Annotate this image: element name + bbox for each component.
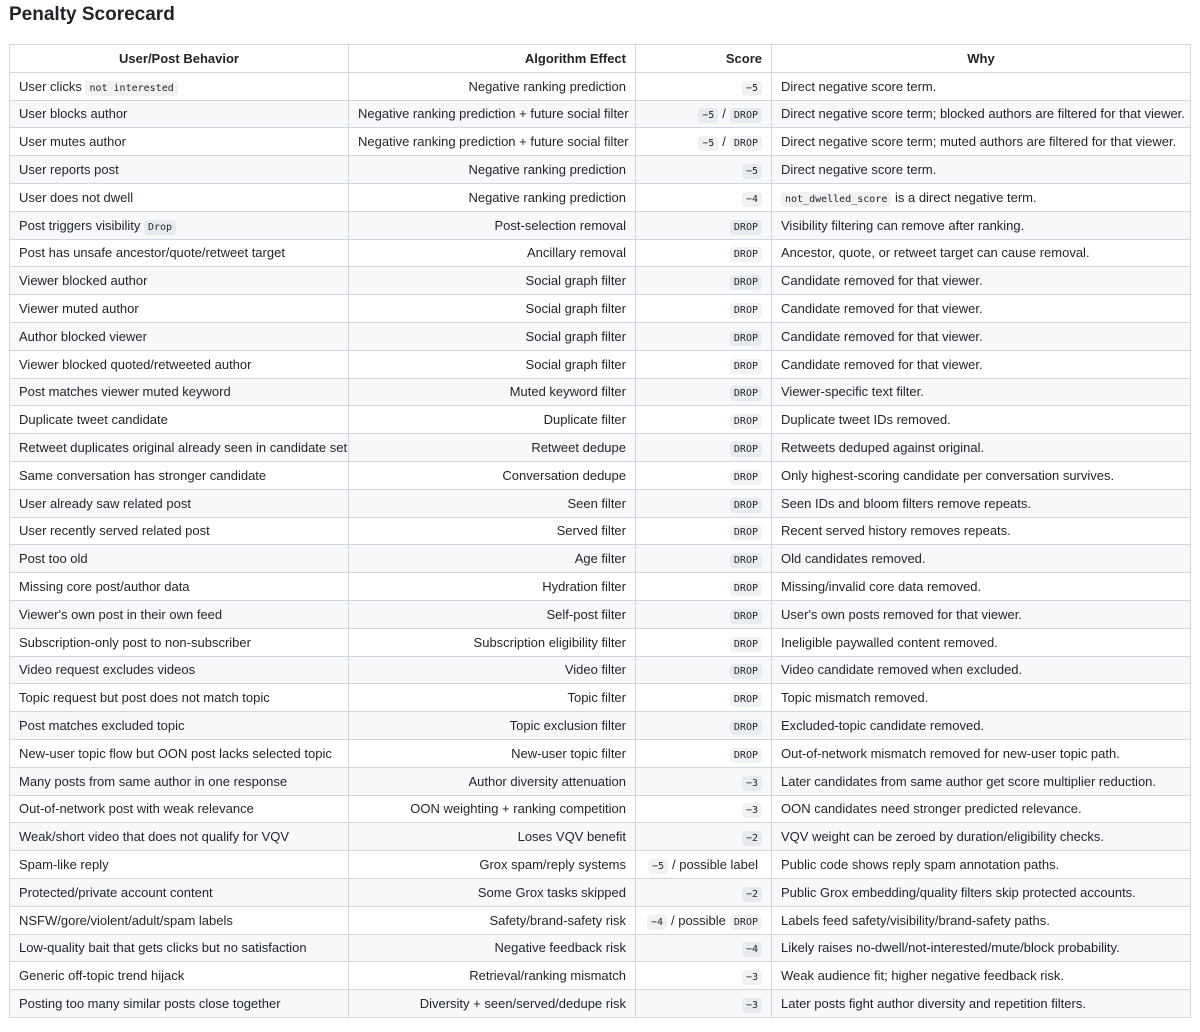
inline-code: DROP bbox=[730, 220, 762, 235]
effect-cell: Diversity + seen/served/dedupe risk bbox=[349, 990, 636, 1018]
cell-text: User's own posts removed for that viewer. bbox=[781, 606, 1022, 622]
behavior-cell bbox=[10, 434, 349, 462]
cell-text: Viewer-specific text filter. bbox=[781, 384, 924, 400]
cell-text: Public code shows reply spam annotation paths. bbox=[781, 857, 1060, 872]
cell-text: VQV weight can be zeroed by duration/eligibility checks. bbox=[781, 829, 1105, 845]
score-cell bbox=[636, 934, 772, 962]
table-row bbox=[10, 795, 1191, 823]
cell-text: Post matches viewer muted keyword bbox=[19, 384, 231, 400]
behavior-cell bbox=[10, 906, 349, 934]
score-cell bbox=[636, 878, 772, 906]
score-cell bbox=[636, 461, 772, 489]
effect-cell: Video filter bbox=[349, 656, 636, 684]
why-cell bbox=[772, 795, 1191, 823]
behavior-cell bbox=[10, 100, 349, 128]
effect-cell: Negative ranking prediction bbox=[349, 72, 636, 100]
score-cell bbox=[636, 350, 772, 378]
inline-code: DROP bbox=[730, 553, 762, 568]
cell-text: Public Grox embedding/quality filters skip protected accounts. bbox=[781, 884, 1136, 900]
score-cell bbox=[636, 962, 772, 990]
why-cell bbox=[772, 406, 1191, 434]
inline-code: DROP bbox=[730, 915, 762, 930]
effect-cell: Negative ranking prediction + future social filter bbox=[349, 100, 636, 128]
effect-cell: Duplicate filter bbox=[349, 406, 636, 434]
behavior-cell bbox=[10, 239, 349, 267]
table-row bbox=[10, 656, 1191, 684]
score-cell bbox=[636, 100, 772, 128]
score-cell bbox=[636, 906, 772, 934]
effect-cell: Age filter bbox=[349, 545, 636, 573]
table-row bbox=[10, 322, 1191, 350]
behavior-cell bbox=[10, 767, 349, 795]
table-row bbox=[10, 573, 1191, 601]
behavior-cell bbox=[10, 684, 349, 712]
why-cell bbox=[772, 823, 1191, 851]
cell-text: Later posts fight author diversity and repetition filters. bbox=[781, 995, 1086, 1011]
behavior-cell bbox=[10, 350, 349, 378]
score-cell bbox=[636, 517, 772, 545]
cell-text: Out-of-network post with weak relevance bbox=[19, 801, 254, 817]
behavior-cell bbox=[10, 156, 349, 184]
inline-code: DROP bbox=[730, 414, 762, 429]
why-cell bbox=[772, 295, 1191, 323]
why-cell bbox=[772, 461, 1191, 489]
score-separator: / possible label bbox=[672, 857, 758, 872]
why-cell bbox=[772, 72, 1191, 100]
effect-cell: Topic filter bbox=[349, 684, 636, 712]
cell-text: Duplicate tweet IDs removed. bbox=[781, 412, 951, 428]
cell-text: Direct negative score term. bbox=[781, 162, 937, 178]
cell-text: Generic off-topic trend hijack bbox=[19, 968, 185, 984]
effect-cell: OON weighting + ranking competition bbox=[349, 795, 636, 823]
cell-text: is a direct negative term. bbox=[891, 189, 1037, 205]
why-cell bbox=[772, 628, 1191, 656]
behavior-cell bbox=[10, 823, 349, 851]
behavior-cell bbox=[10, 573, 349, 601]
cell-text: User already saw related post bbox=[19, 495, 191, 511]
cell-text: Direct negative score term; blocked authors are filtered for that viewer. bbox=[781, 106, 1185, 122]
why-cell bbox=[772, 684, 1191, 712]
behavior-cell bbox=[10, 628, 349, 656]
score-cell bbox=[636, 267, 772, 295]
cell-text: Missing/invalid core data removed. bbox=[781, 579, 982, 595]
score-cell bbox=[636, 600, 772, 628]
inline-code: −5 bbox=[698, 108, 718, 123]
effect-cell: Negative feedback risk bbox=[349, 934, 636, 962]
why-cell bbox=[772, 239, 1191, 267]
table-row bbox=[10, 378, 1191, 406]
behavior-cell bbox=[10, 461, 349, 489]
inline-code: −5 bbox=[648, 859, 668, 874]
why-cell bbox=[772, 517, 1191, 545]
behavior-cell bbox=[10, 267, 349, 295]
effect-cell: Seen filter bbox=[349, 489, 636, 517]
behavior-cell bbox=[10, 739, 349, 767]
inline-code: −4 bbox=[742, 192, 762, 207]
behavior-cell bbox=[10, 489, 349, 517]
column-header-effect: Algorithm Effect bbox=[349, 45, 636, 73]
score-cell bbox=[636, 823, 772, 851]
effect-cell: Hydration filter bbox=[349, 573, 636, 601]
cell-text: Subscription-only post to non-subscriber bbox=[19, 634, 251, 650]
table-row bbox=[10, 684, 1191, 712]
score-cell bbox=[636, 128, 772, 156]
table-row bbox=[10, 267, 1191, 295]
effect-cell: Retrieval/ranking mismatch bbox=[349, 962, 636, 990]
cell-text: Recent served history removes repeats. bbox=[781, 523, 1011, 539]
inline-code: DROP bbox=[730, 108, 762, 123]
column-header-why: Why bbox=[772, 45, 1191, 73]
table-row bbox=[10, 295, 1191, 323]
cell-text: Excluded-topic candidate removed. bbox=[781, 718, 985, 734]
cell-text: Low-quality bait that gets clicks but no satisfaction bbox=[19, 940, 307, 956]
cell-text: Retweets deduped against original. bbox=[781, 440, 985, 456]
why-cell bbox=[772, 183, 1191, 211]
inline-code: DROP bbox=[730, 275, 762, 290]
cell-text: Seen IDs and bloom filters remove repeats. bbox=[781, 495, 1032, 511]
effect-cell: Subscription eligibility filter bbox=[349, 628, 636, 656]
cell-text: Old candidates removed. bbox=[781, 551, 926, 567]
effect-cell: Loses VQV benefit bbox=[349, 823, 636, 851]
inline-code: not interested bbox=[85, 81, 177, 96]
cell-text: Posting too many similar posts close together bbox=[19, 995, 281, 1011]
effect-cell: Retweet dedupe bbox=[349, 434, 636, 462]
effect-cell: Social graph filter bbox=[349, 267, 636, 295]
table-row bbox=[10, 712, 1191, 740]
inline-code: −2 bbox=[742, 887, 762, 902]
why-cell bbox=[772, 267, 1191, 295]
effect-cell: New-user topic filter bbox=[349, 739, 636, 767]
cell-text: Post matches excluded topic bbox=[19, 718, 185, 734]
score-cell bbox=[636, 434, 772, 462]
inline-code: −4 bbox=[742, 942, 762, 957]
score-separator: / bbox=[722, 134, 726, 150]
why-cell bbox=[772, 990, 1191, 1018]
behavior-cell bbox=[10, 934, 349, 962]
score-cell bbox=[636, 767, 772, 795]
table-row bbox=[10, 72, 1191, 100]
behavior-cell bbox=[10, 851, 349, 879]
inline-code: −5 bbox=[742, 81, 762, 96]
table-body bbox=[10, 72, 1191, 1017]
table-row bbox=[10, 128, 1191, 156]
inline-code: DROP bbox=[730, 692, 762, 707]
cell-text: User mutes author bbox=[19, 134, 126, 150]
why-cell bbox=[772, 878, 1191, 906]
score-cell bbox=[636, 295, 772, 323]
inline-code: DROP bbox=[730, 136, 762, 151]
cell-text: Direct negative score term. bbox=[781, 78, 937, 94]
behavior-cell bbox=[10, 878, 349, 906]
inline-code: −5 bbox=[698, 136, 718, 151]
cell-text: Retweet duplicates original already seen in candidate set bbox=[19, 440, 348, 456]
cell-text: Labels feed safety/visibility/brand-safety paths. bbox=[781, 912, 1050, 928]
why-cell bbox=[772, 656, 1191, 684]
table-row bbox=[10, 434, 1191, 462]
cell-text: Duplicate tweet candidate bbox=[19, 412, 168, 428]
cell-text: Spam-like reply bbox=[19, 857, 109, 872]
effect-cell: Author diversity attenuation bbox=[349, 767, 636, 795]
score-cell bbox=[636, 378, 772, 406]
score-cell bbox=[636, 406, 772, 434]
behavior-cell bbox=[10, 72, 349, 100]
effect-cell: Ancillary removal bbox=[349, 239, 636, 267]
why-cell bbox=[772, 211, 1191, 239]
why-cell bbox=[772, 434, 1191, 462]
inline-code: DROP bbox=[730, 720, 762, 735]
cell-text: Many posts from same author in one response bbox=[19, 773, 288, 789]
table-header-row bbox=[10, 45, 1191, 73]
table-row bbox=[10, 823, 1191, 851]
why-cell bbox=[772, 573, 1191, 601]
cell-text: Video request excludes videos bbox=[19, 662, 196, 678]
effect-cell: Social graph filter bbox=[349, 295, 636, 323]
behavior-cell bbox=[10, 128, 349, 156]
score-cell bbox=[636, 156, 772, 184]
inline-code: −4 bbox=[647, 915, 667, 930]
inline-code: DROP bbox=[730, 664, 762, 679]
inline-code: DROP bbox=[730, 498, 762, 513]
score-cell bbox=[636, 712, 772, 740]
cell-text: User reports post bbox=[19, 162, 119, 178]
table-row bbox=[10, 100, 1191, 128]
cell-text: User clicks bbox=[19, 78, 86, 94]
why-cell bbox=[772, 100, 1191, 128]
why-cell bbox=[772, 712, 1191, 740]
inline-code: −3 bbox=[742, 776, 762, 791]
score-separator: / possible bbox=[670, 912, 726, 928]
effect-cell: Self-post filter bbox=[349, 600, 636, 628]
why-cell bbox=[772, 767, 1191, 795]
cell-text: User does not dwell bbox=[19, 189, 134, 205]
why-cell bbox=[772, 489, 1191, 517]
cell-text: Viewer blocked quoted/retweeted author bbox=[19, 356, 252, 372]
inline-code: −2 bbox=[742, 831, 762, 846]
effect-cell: Social graph filter bbox=[349, 322, 636, 350]
cell-text: Viewer muted author bbox=[19, 301, 139, 317]
score-separator: / bbox=[722, 106, 726, 122]
table-row bbox=[10, 851, 1191, 879]
score-cell bbox=[636, 489, 772, 517]
behavior-cell bbox=[10, 322, 349, 350]
cell-text: NSFW/gore/violent/adult/spam labels bbox=[19, 912, 233, 928]
cell-text: Post has unsafe ancestor/quote/retweet target bbox=[19, 245, 285, 261]
why-cell bbox=[772, 350, 1191, 378]
effect-cell: Social graph filter bbox=[349, 350, 636, 378]
cell-text: Later candidates from same author get score multiplier reduction. bbox=[781, 773, 1157, 789]
effect-cell: Muted keyword filter bbox=[349, 378, 636, 406]
penalty-scorecard-table bbox=[9, 44, 1191, 1018]
cell-text: Weak/short video that does not qualify for VQV bbox=[19, 829, 290, 845]
inline-code: −5 bbox=[742, 164, 762, 179]
table-row bbox=[10, 489, 1191, 517]
behavior-cell bbox=[10, 378, 349, 406]
cell-text: Video candidate removed when excluded. bbox=[781, 662, 1023, 678]
behavior-cell bbox=[10, 517, 349, 545]
score-cell bbox=[636, 322, 772, 350]
cell-text: New-user topic flow but OON post lacks selected topic bbox=[19, 745, 332, 761]
cell-text: Weak audience fit; higher negative feedback risk. bbox=[781, 968, 1065, 984]
inline-code: DROP bbox=[730, 359, 762, 374]
score-cell bbox=[636, 211, 772, 239]
cell-text: Visibility filtering can remove after ranking. bbox=[781, 217, 1025, 233]
cell-text: Post triggers visibility bbox=[19, 217, 144, 233]
table-row bbox=[10, 211, 1191, 239]
table-row bbox=[10, 906, 1191, 934]
inline-code: DROP bbox=[730, 386, 762, 401]
why-cell bbox=[772, 128, 1191, 156]
why-cell bbox=[772, 378, 1191, 406]
inline-code: DROP bbox=[730, 303, 762, 318]
cell-text: Likely raises no-dwell/not-interested/mute/block probability. bbox=[781, 940, 1120, 956]
behavior-cell bbox=[10, 990, 349, 1018]
behavior-cell bbox=[10, 600, 349, 628]
effect-cell: Grox spam/reply systems bbox=[349, 851, 636, 879]
cell-text: Viewer blocked author bbox=[19, 273, 148, 289]
table-row bbox=[10, 962, 1191, 990]
score-cell bbox=[636, 573, 772, 601]
cell-text: Only highest-scoring candidate per conversation survives. bbox=[781, 467, 1115, 483]
behavior-cell bbox=[10, 962, 349, 990]
score-cell bbox=[636, 656, 772, 684]
table-row bbox=[10, 767, 1191, 795]
table-row bbox=[10, 628, 1191, 656]
cell-text: Ineligible paywalled content removed. bbox=[781, 634, 998, 650]
score-cell bbox=[636, 72, 772, 100]
inline-code: DROP bbox=[730, 247, 762, 262]
effect-cell: Served filter bbox=[349, 517, 636, 545]
inline-code: DROP bbox=[730, 525, 762, 540]
cell-text: Protected/private account content bbox=[19, 884, 213, 900]
table-row bbox=[10, 600, 1191, 628]
effect-cell: Topic exclusion filter bbox=[349, 712, 636, 740]
behavior-cell bbox=[10, 295, 349, 323]
table-row bbox=[10, 156, 1191, 184]
effect-cell: Negative ranking prediction bbox=[349, 156, 636, 184]
behavior-cell bbox=[10, 545, 349, 573]
why-cell bbox=[772, 545, 1191, 573]
cell-text: Author blocked viewer bbox=[19, 328, 147, 344]
inline-code: not_dwelled_score bbox=[781, 192, 891, 207]
table-row bbox=[10, 350, 1191, 378]
table-row bbox=[10, 878, 1191, 906]
effect-cell: Conversation dedupe bbox=[349, 461, 636, 489]
cell-text: Topic mismatch removed. bbox=[781, 690, 929, 706]
inline-code: Drop bbox=[144, 220, 176, 235]
column-header-behavior: User/Post Behavior bbox=[10, 45, 349, 73]
table-row bbox=[10, 739, 1191, 767]
cell-text: Out-of-network mismatch removed for new-user topic path. bbox=[781, 745, 1120, 761]
inline-code: DROP bbox=[730, 581, 762, 596]
behavior-cell bbox=[10, 406, 349, 434]
why-cell bbox=[772, 600, 1191, 628]
table-row bbox=[10, 934, 1191, 962]
score-cell bbox=[636, 239, 772, 267]
cell-text: Candidate removed for that viewer. bbox=[781, 356, 983, 372]
cell-text: Topic request but post does not match topic bbox=[19, 690, 270, 706]
score-cell bbox=[636, 545, 772, 573]
inline-code: −3 bbox=[742, 998, 762, 1013]
inline-code: DROP bbox=[730, 609, 762, 624]
effect-cell: Post-selection removal bbox=[349, 211, 636, 239]
cell-text: User blocks author bbox=[19, 106, 128, 122]
score-cell bbox=[636, 795, 772, 823]
behavior-cell bbox=[10, 795, 349, 823]
cell-text: Candidate removed for that viewer. bbox=[781, 301, 983, 317]
table-row bbox=[10, 545, 1191, 573]
inline-code: DROP bbox=[730, 637, 762, 652]
table-row bbox=[10, 239, 1191, 267]
inline-code: −3 bbox=[742, 970, 762, 985]
cell-text: Viewer's own post in their own feed bbox=[19, 606, 223, 622]
page-title: Penalty Scorecard bbox=[9, 4, 175, 25]
cell-text: Candidate removed for that viewer. bbox=[781, 273, 983, 289]
effect-cell: Negative ranking prediction + future social filter bbox=[349, 128, 636, 156]
behavior-cell bbox=[10, 211, 349, 239]
why-cell bbox=[772, 934, 1191, 962]
table-row bbox=[10, 183, 1191, 211]
cell-text: Same conversation has stronger candidate bbox=[19, 467, 267, 483]
score-cell bbox=[636, 628, 772, 656]
table-row bbox=[10, 461, 1191, 489]
table-row bbox=[10, 406, 1191, 434]
cell-text: Missing core post/author data bbox=[19, 579, 190, 595]
inline-code: DROP bbox=[730, 331, 762, 346]
why-cell bbox=[772, 962, 1191, 990]
inline-code: DROP bbox=[730, 748, 762, 763]
behavior-cell bbox=[10, 656, 349, 684]
score-cell bbox=[636, 684, 772, 712]
why-cell bbox=[772, 851, 1191, 879]
effect-cell: Safety/brand-safety risk bbox=[349, 906, 636, 934]
behavior-cell bbox=[10, 183, 349, 211]
effect-cell: Negative ranking prediction bbox=[349, 183, 636, 211]
score-cell bbox=[636, 739, 772, 767]
inline-code: DROP bbox=[730, 470, 762, 485]
cell-text: User recently served related post bbox=[19, 523, 210, 539]
cell-text: Ancestor, quote, or retweet target can cause removal. bbox=[781, 245, 1090, 261]
score-cell bbox=[636, 851, 772, 879]
why-cell bbox=[772, 156, 1191, 184]
table-row bbox=[10, 990, 1191, 1018]
table-row bbox=[10, 517, 1191, 545]
cell-text: Direct negative score term; muted authors are filtered for that viewer. bbox=[781, 134, 1177, 150]
cell-text: Post too old bbox=[19, 551, 88, 567]
inline-code: −3 bbox=[742, 803, 762, 818]
why-cell bbox=[772, 322, 1191, 350]
why-cell bbox=[772, 906, 1191, 934]
cell-text: OON candidates need stronger predicted relevance. bbox=[781, 801, 1082, 817]
column-header-score: Score bbox=[636, 45, 772, 73]
cell-text: Candidate removed for that viewer. bbox=[781, 328, 983, 344]
score-cell bbox=[636, 990, 772, 1018]
behavior-cell bbox=[10, 712, 349, 740]
score-cell bbox=[636, 183, 772, 211]
why-cell bbox=[772, 739, 1191, 767]
effect-cell: Some Grox tasks skipped bbox=[349, 878, 636, 906]
inline-code: DROP bbox=[730, 442, 762, 457]
